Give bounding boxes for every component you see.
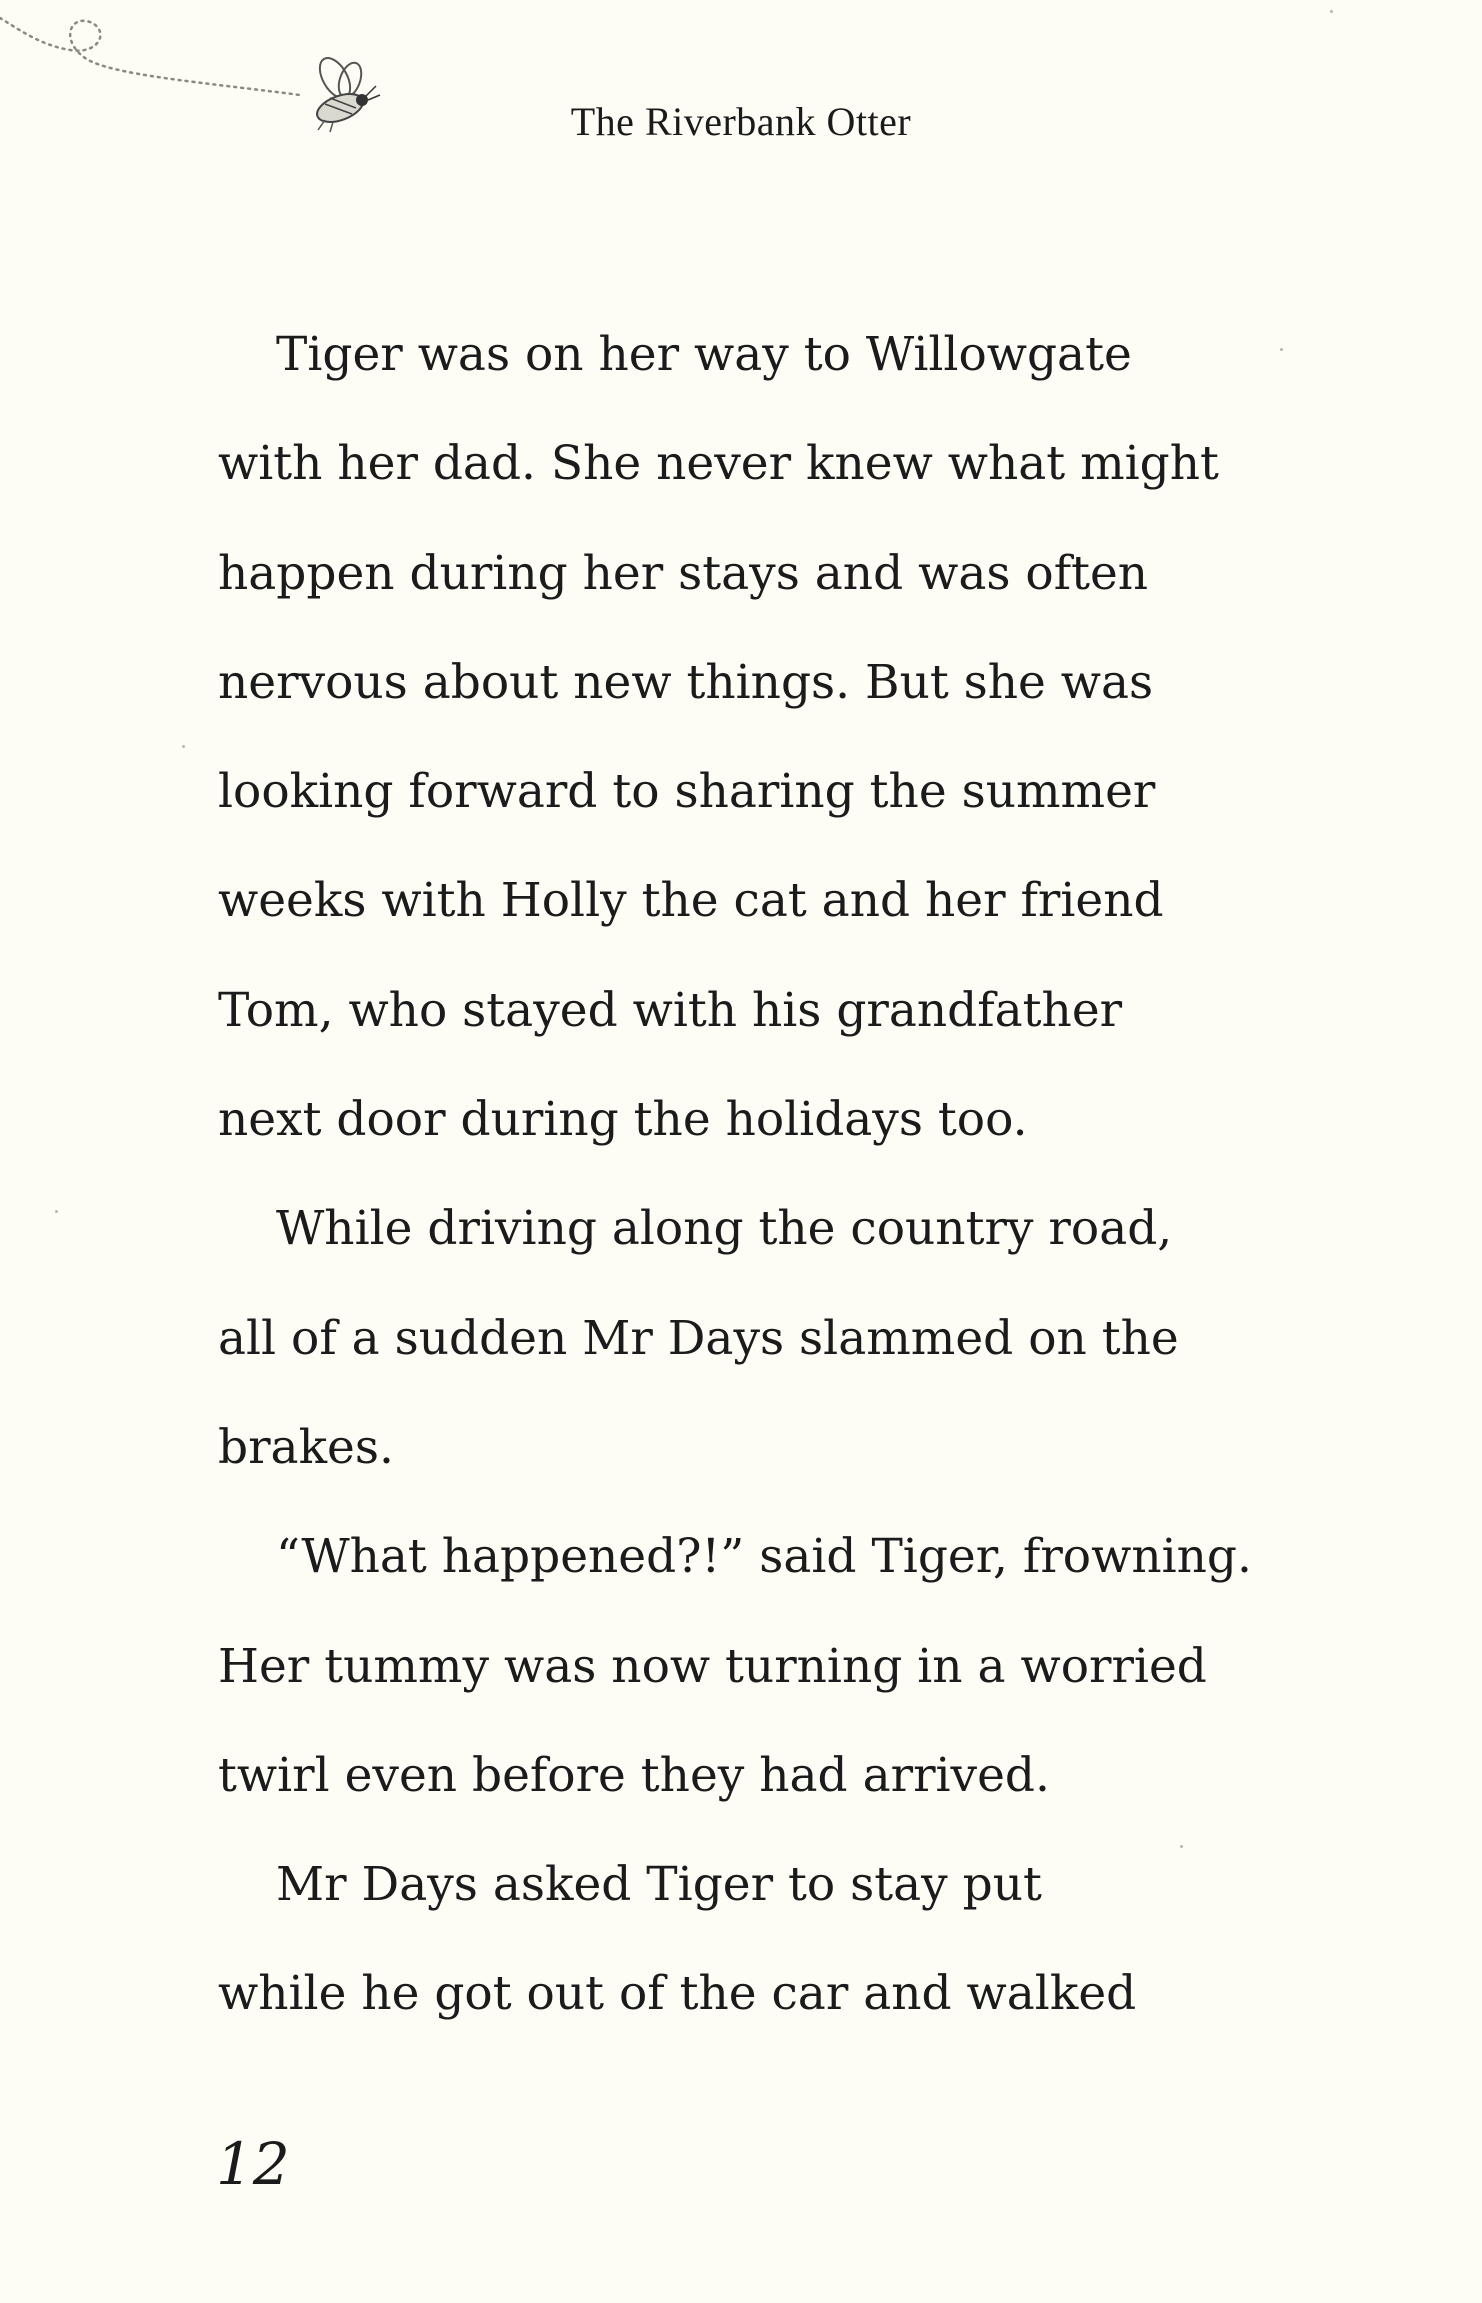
scan-speck [1280,348,1283,351]
text-line: all of a sudden Mr Days slammed on the [218,1310,1179,1366]
text-line: Tiger was on her way to Willowgate [276,327,1132,382]
text-line: happen during her stays and was often [218,545,1149,601]
text-line: “What happened?!” said Tiger, frowning. [276,1529,1252,1585]
scan-speck [1180,1845,1183,1848]
text-line: Her tummy was now turning in a worried [218,1638,1207,1694]
body-text [218,300,1298,2049]
text-line: weeks with Holly the cat and her friend [218,873,1164,929]
scan-speck [1330,10,1333,13]
scan-speck [55,1210,58,1213]
text-line: while he got out of the car and walked [218,1966,1137,2022]
text-line: Mr Days asked Tiger to stay put [276,1857,1042,1913]
text-line: next door during the holidays too. [218,1092,1028,1148]
scan-speck [182,745,185,748]
text-line: Tom, who stayed with his grandfather [218,982,1123,1038]
text-line: looking forward to sharing the summer [218,764,1156,820]
text-line: brakes. [218,1419,394,1475]
text-line: with her dad. She never knew what might [218,436,1219,492]
text-line: While driving along the country road, [276,1201,1173,1257]
text-line: twirl even before they had arrived. [218,1747,1050,1803]
running-head: The Riverbank Otter [570,99,912,144]
text-line: nervous about new things. But she was [218,654,1154,710]
page-number: 12 [216,2130,290,2198]
